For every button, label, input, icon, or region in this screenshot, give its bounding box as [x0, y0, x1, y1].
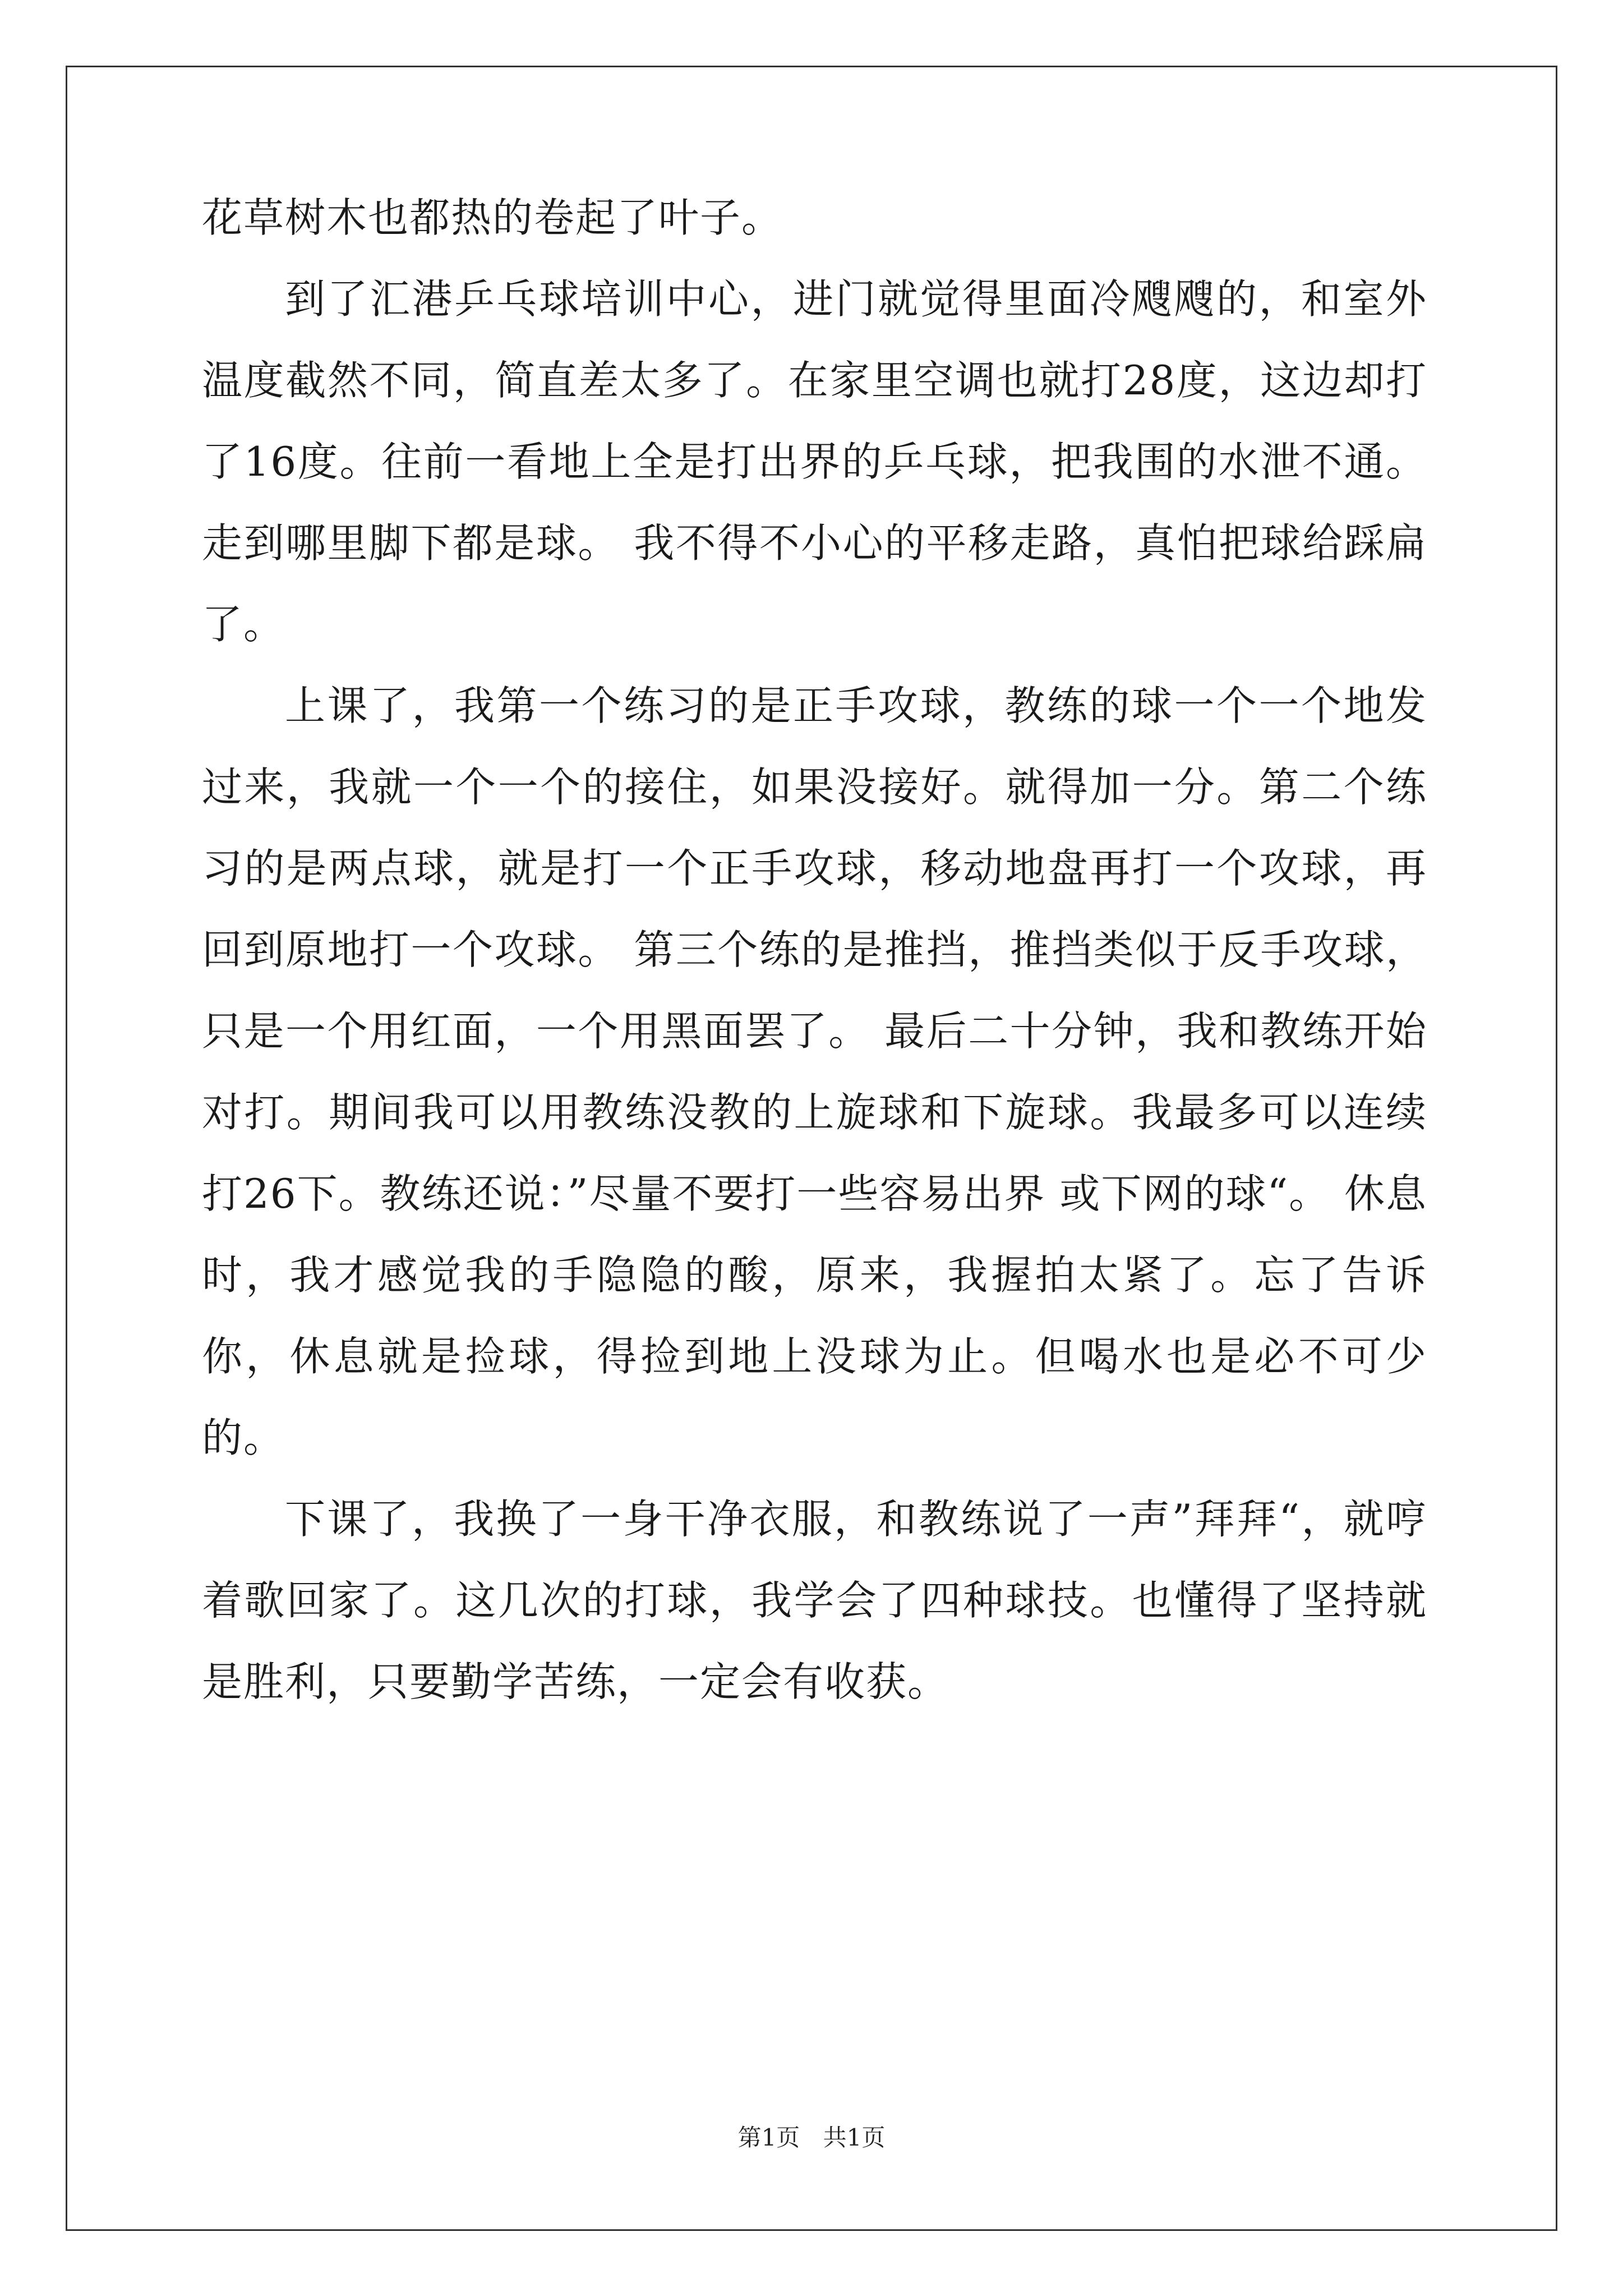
- paragraph: 花草树木也都热的卷起了叶子。: [202, 194, 783, 241]
- document-body: [202, 177, 1427, 1723]
- paragraph: 上课了，我第一个练习的是正手攻球，教练的球一个一个地发过来，我就一个一个的接住，如果没接好。就得加一分。第二个练习的是两点球，就是打一个正手攻球，移动地盘再打一个攻球，再回到原地打一个攻球。 第三个练的是推挡，推挡类似于反手攻球，只是一个用红面，一个用黑面罢了。 最后二十分钟，我和教练开始对打。期间我可以用教练没教的上旋球和下旋球。我最多可以连续打26下。教练还说：”尽量不要打一些容易出界 或下网的球“。 休息时，我才感觉我的手隐隐的酸，原来，我握拍太紧了。忘了告诉你，休息就是捡球，得捡到地上没球为止。但喝水也是必不可少的。: [202, 682, 1428, 1461]
- page-total: 共1页: [823, 2124, 886, 2151]
- page-number: 第1页: [737, 2124, 800, 2151]
- paragraph: 到了汇港乒乓球培训中心，进门就觉得里面冷飕飕的，和室外温度截然不同，简直差太多了。在家里空调也就打28度，这边却打了16度。往前一看地上全是打出界的乒乓球，把我围的水泄不通。走到哪里脚下都是球。 我不得不小心的平移走路，真怕把球给踩扁了。: [202, 275, 1427, 648]
- page-footer: [0, 2121, 1623, 2155]
- paragraph: 下课了，我换了一身干净衣服，和教练说了一声”拜拜“，就哼着歌回家了。这几次的打球，我学会了四种球技。也懂得了坚持就是胜利，只要勤学苦练，一定会有收获。: [202, 1496, 1427, 1705]
